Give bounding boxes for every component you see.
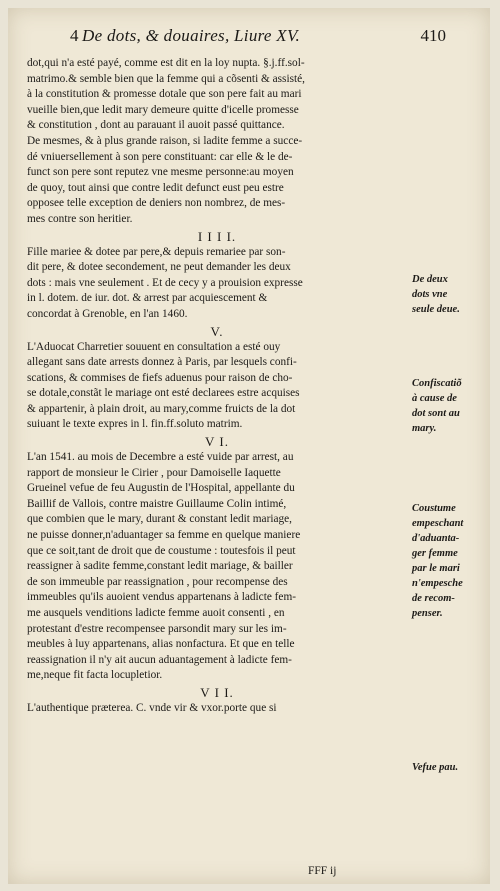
text-line: reassigner à sadite femme,constant ledit mariage, & bailler [27, 560, 293, 573]
text-line: à la constitution & promesse dotale que son pere fait au mari [27, 88, 302, 101]
section-heading: V I I. [200, 684, 234, 700]
text-line: Baillif de Vallois, contre maistre Guillaume Colin intimé, [27, 497, 287, 510]
margin-note-line: penser. [412, 608, 443, 619]
text-line: dots : mais vne seulement . Et de cecy y a prouision expresse [27, 276, 303, 289]
margin-note-line: d'aduanta- [412, 533, 460, 544]
margin-note-line: dots vne [412, 289, 448, 300]
margin-note-line: de recom- [412, 593, 455, 604]
text-line: vueille bien,que ledit mary demeure quitte d'icelle promesse [27, 103, 299, 116]
running-title: De dots, & douaires, Liure XV. [82, 26, 301, 45]
text-line: allegant sans date arrests donnez à Paris, par lesquels confi- [27, 356, 297, 369]
text-line: dit pere, & dotee secondement, ne peut demander les deux [27, 261, 291, 274]
text-line: meubles à luy appartenans, alias nonfactura. Et que en telle [27, 638, 295, 651]
main-text [27, 56, 407, 717]
section-heading: V. [210, 323, 224, 339]
margin-note-coustume [412, 501, 478, 621]
text-line: suiuant le texte expres in l. fin.ff.soluto matrim. [27, 418, 243, 431]
section-heading: I I I I. [197, 228, 237, 244]
margin-note-line: mary. [412, 423, 437, 434]
margin-note-line: Confiscatiõ [412, 378, 462, 389]
text-line: & appartenir, à plain droit, au mary,comme fruicts de la dot [27, 402, 296, 415]
text-line: me ausquels venditions ladicte femme auoit consenti , en [27, 607, 285, 619]
section-heading: V I. [205, 434, 229, 450]
text-line: concordat à Grenoble, en l'an 1460. [27, 307, 188, 320]
margin-note-line: ger femme [412, 548, 458, 559]
text-line: opposee telle exception de deniers non nombrez, de mes- [27, 197, 286, 210]
margin-note-line: n'empesche [412, 578, 463, 589]
text-line: immeubles qu'ils auoient vendus appartenans à ladicte fem- [27, 591, 296, 604]
margin-note-deux-dots [412, 272, 478, 317]
paragraph [27, 340, 407, 434]
book-page [8, 8, 490, 884]
text-line: dé vniuersellement à son pere constituant: car elle & le de- [27, 150, 293, 163]
running-header [70, 26, 446, 48]
margin-note-line: dot sont au [412, 408, 460, 419]
text-line: L'authentique præterea. C. vnde vir & vxor.porte que si [27, 701, 277, 714]
text-line: rapport de monsieur le Cirier , pour Damoiselle Iaquette [27, 466, 281, 479]
margin-note-line: par le mari [412, 563, 460, 574]
text-line: mes contre son heritier. [27, 212, 133, 225]
margin-note-line: Vefue pau. [412, 762, 459, 773]
text-line: de quoy, tout ainsi que contre ledit defunct eust peu estre [27, 181, 284, 194]
text-line: me,neque fit facta locupletior. [27, 669, 163, 682]
text-line: L'Aduocat Charretier souuent en consultation a esté ouy [27, 340, 281, 353]
text-line: se dotale,constãt le mariage ont esté declarees estre acquises [27, 387, 300, 400]
text-line: ne puisse donner,n'aduantager sa femme en quelque maniere [27, 529, 301, 542]
paragraph [27, 245, 407, 323]
text-line: matrimo.& semble bien que la femme qui a cõsenti & assisté, [27, 72, 305, 85]
text-line: funct son pere sont reputez vne mesme personne:au moyen [27, 166, 294, 179]
paragraph [27, 450, 407, 684]
text-line: protestant d'estre recompensee parsondit mary sur les im- [27, 622, 287, 635]
text-line: de son immeuble par reassignation , pour recompense des [27, 575, 288, 588]
margin-note-line: à cause de [412, 393, 457, 404]
text-line: De mesmes, & à plus grande raison, si ladite femme a succe- [27, 134, 303, 147]
text-line: reassignation il n'y ait aucun aduantagement à ladicte fem- [27, 653, 292, 666]
text-line: L'an 1541. au mois de Decembre a esté vuide par arrest, au [27, 451, 294, 464]
folio-number: 410 [420, 26, 446, 45]
signature-mark: FFF ij [308, 865, 337, 877]
text-line: & constitution , dont au parauant il auoit passé quittance. [27, 119, 285, 132]
margin-note-line: seule deue. [412, 304, 460, 315]
text-line: que ce soit,tant de droit que de coustume : toutesfois il peut [27, 544, 296, 557]
margin-note-line: empeschant [412, 518, 464, 529]
margin-note-confiscatio [412, 376, 478, 436]
text-line: dot,qui n'a esté payé, comme est dit en la loy nupta. §.j.ff.sol- [27, 57, 305, 69]
text-line: Grueinel vefue de feu Augustin de l'Hospital, appellante du [27, 482, 295, 495]
text-line: Fille mariee & dotee par pere,& depuis remariee par son- [27, 245, 286, 258]
paragraph [27, 56, 407, 228]
margin-note-line: De deux [412, 274, 448, 285]
text-line: scations, & commises de fiefs aduenus pour raison de cho- [27, 371, 293, 384]
page-number: 4 [70, 26, 79, 45]
text-line: que combien que le mary, durant & constant ledit mariage, [27, 513, 292, 526]
paragraph [27, 701, 407, 717]
text-line: in l. dotem. de iur. dot. & arrest par acquiescement & [27, 292, 268, 305]
margin-note-vefue [412, 760, 478, 775]
margin-note-line: Coustume [412, 503, 456, 514]
